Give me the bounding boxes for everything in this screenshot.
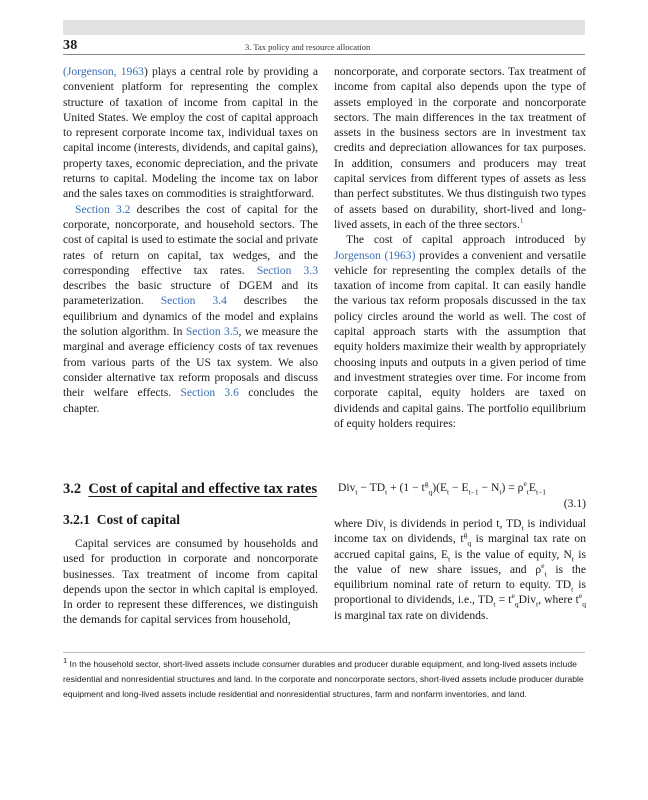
paragraph-sectors: noncorporate, and corporate sectors. Tax treatment of income from capital also depends upon the type of assets employed in the corporate and noncorporate sectors. The main differences in the tax treatment of assets in the business sectors are in investment tax credits and depreciation allowances for tax purposes. In addition, consumers and producers may treat capital services from different types of assets as less than perfect substitutes. We thus distinguish two types of assets based on durability, short-lived and long-lived assets, in each of the three sectors.$^1$ xyxy=(334,65,586,231)
section-link[interactable]: Section 3.2 xyxy=(75,202,131,216)
citation-link[interactable]: Jorgenson, 1963 xyxy=(66,65,144,78)
footnote-rule xyxy=(63,652,585,653)
footnote: $^1$ In the household sector, short-lived assets include consumer durables and producer durable equipment, and long-lived assets include residential and nonresidential structures and land. In the corporate and noncorporate sectors, short-lived assets include producer durable equipment and long-lived assets include residential and nonresidential structures, farm and nonfarm inventories, and land. xyxy=(63,656,584,699)
page-number: 38 xyxy=(63,38,78,53)
equation-3-1: $Div_t - TD_t + (1 - t^g_q)(E_t - E_{t-1} - N_t) = \rho^e_tE_{t-1}$ (3.1) xyxy=(338,479,586,510)
equation-number: (3.1) xyxy=(563,497,586,510)
section-link[interactable]: Section 3.3 xyxy=(256,263,318,277)
paragraph-cost-approach: The cost of capital approach introduced by Jorgenson (1963) provides a convenient and versatile vehicle for representing the complex details of the taxation of income from capital. It can easily handle the various tax reform proposals discussed in the tax policy circles around the world as well. The cost of capital approach starts with the assumption that equity holders maximize their wealth by appropriately choosing inputs and outputs in a given period of time and investment strategies over time. For income from corporate capital, equity holders are taxed on dividends and capital gains. The portfolio equilibrium of equity holders requires: xyxy=(334,233,586,430)
right-column-bottom xyxy=(334,516,586,623)
paragraph-outline: Section 3.2 describes the cost of capital for the corporate, noncorporate, and household sectors. The cost of capital is used to estimate the social and private rates of return on capital, tax wedges, and the corresponding effective tax rates. Section 3.3 describes the basic structure of DGEM and its parameterization. Section 3.4 describes the equilibrium and dynamics of the model and explains the solution algorithm. In Section 3.5, we measure the marginal and average efficiency costs of tax revenues from various parts of the US tax system. We also consider alternative tax reform proposals and discuss their welfare effects. Section 3.6 concludes the chapter. xyxy=(63,202,319,415)
header-bar xyxy=(63,20,585,35)
running-head: 3. Tax policy and resource allocation xyxy=(245,42,371,52)
footnote-number: 1 xyxy=(63,656,68,666)
right-column-top xyxy=(334,64,586,431)
section-link[interactable]: Section 3.4 xyxy=(160,294,227,308)
section-heading: 3.2 Cost of capital and effective tax rates xyxy=(63,481,318,497)
header-rule xyxy=(63,54,585,55)
footnote-mark[interactable]: 1 xyxy=(519,216,524,226)
section-link[interactable]: Section 3.5 xyxy=(185,325,239,339)
left-column-top xyxy=(63,64,318,416)
citation-link[interactable]: Jorgenson (1963) xyxy=(334,248,416,262)
paragraph-intro: (Jorgenson, 1963) plays a central role by providing a convenient platform for representing the complex structure of taxation of income from capital in the United States. We employ the cost of capital approach to represent corporate income tax, individual taxes on capital income (interests, dividends, and capital gains), property taxes, economic depreciation, and the private returns to capital. Modeling the income tax on labor and the sales taxes on commodities is straightforward. xyxy=(63,65,318,201)
section-link[interactable]: Section 3.6 xyxy=(180,386,239,400)
subsection-heading: 3.2.1 Cost of capital xyxy=(63,512,180,527)
paragraph-where: where Div$_t$ is dividends in period t, $TD_t$ is individual income tax on dividends, $t^g_q$ is marginal tax rate on accrued capital gains, $E_t$ is the value of equity, $N_t$ is the value of new share issues, and $\rho^e_t$ is the equilibrium nominal rate of return to equity. $TD_t$ is proportional to dividends, i.e., $TD_t = t^e_qDiv_t$, where $t^e_q$ is marginal tax rate on dividends. xyxy=(334,517,587,622)
paragraph-capital-services: Capital services are consumed by households and used for production in corporate and noncorporate businesses. Tax treatment of income from capital depends upon the sector in which capital is employed. In order to represent these differences, we distinguish the demands for capital services from household, xyxy=(63,537,318,627)
left-column-bottom xyxy=(63,536,318,628)
